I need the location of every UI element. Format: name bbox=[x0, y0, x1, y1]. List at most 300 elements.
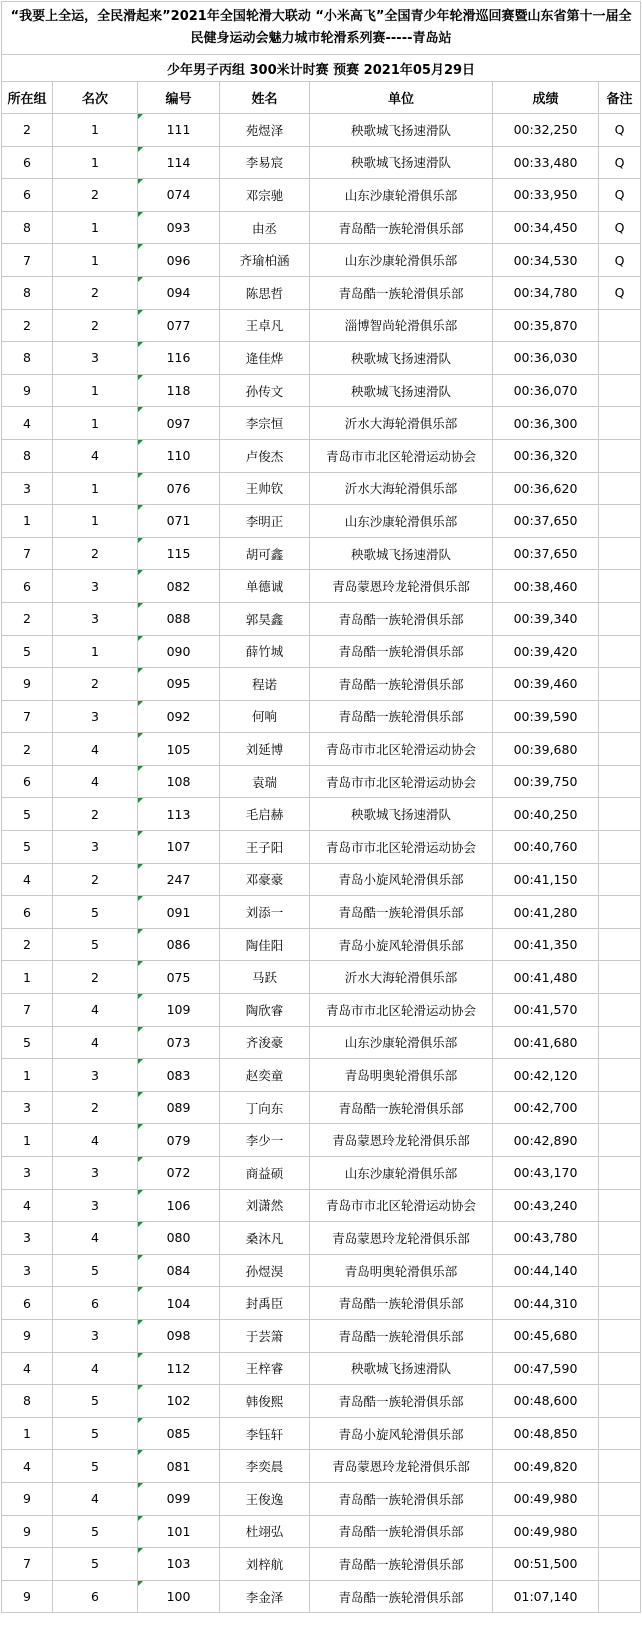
unit-cell: 秧歌城飞扬速滑队 bbox=[310, 798, 493, 831]
name-cell: 王梓睿 bbox=[220, 1352, 310, 1385]
unit-cell: 青岛酷一族轮滑俱乐部 bbox=[310, 211, 493, 244]
rank-cell: 5 bbox=[53, 1417, 138, 1450]
number-cell: 113 bbox=[138, 798, 220, 831]
note-cell bbox=[599, 831, 641, 864]
rank-cell: 4 bbox=[53, 1352, 138, 1385]
result-cell: 00:49,820 bbox=[493, 1450, 599, 1483]
rank-cell: 4 bbox=[53, 994, 138, 1027]
result-cell: 00:32,250 bbox=[493, 114, 599, 147]
note-cell: Q bbox=[599, 276, 641, 309]
table-row bbox=[2, 407, 641, 440]
number-cell: 099 bbox=[138, 1482, 220, 1515]
unit-cell: 青岛酷一族轮滑俱乐部 bbox=[310, 635, 493, 668]
unit-cell: 淄博智尚轮滑俱乐部 bbox=[310, 309, 493, 342]
header-group: 所在组 bbox=[2, 82, 53, 114]
table-row bbox=[2, 1385, 641, 1418]
unit-cell: 青岛市市北区轮滑运动协会 bbox=[310, 1189, 493, 1222]
result-cell: 00:41,570 bbox=[493, 994, 599, 1027]
result-cell: 00:36,030 bbox=[493, 342, 599, 375]
name-cell: 薛竹城 bbox=[220, 635, 310, 668]
unit-cell: 沂水大海轮滑俱乐部 bbox=[310, 407, 493, 440]
unit-cell: 青岛酷一族轮滑俱乐部 bbox=[310, 700, 493, 733]
rank-cell: 5 bbox=[53, 1254, 138, 1287]
result-cell: 00:48,850 bbox=[493, 1417, 599, 1450]
table-row bbox=[2, 1189, 641, 1222]
number-cell: 247 bbox=[138, 863, 220, 896]
number-cell: 094 bbox=[138, 276, 220, 309]
name-cell: 丁向东 bbox=[220, 1091, 310, 1124]
number-cell: 104 bbox=[138, 1287, 220, 1320]
result-cell: 00:36,300 bbox=[493, 407, 599, 440]
table-row bbox=[2, 635, 641, 668]
group-cell: 3 bbox=[2, 1157, 53, 1190]
unit-cell: 秧歌城飞扬速滑队 bbox=[310, 374, 493, 407]
group-cell: 7 bbox=[2, 537, 53, 570]
result-cell: 00:36,620 bbox=[493, 472, 599, 505]
number-cell: 097 bbox=[138, 407, 220, 440]
rank-cell: 4 bbox=[53, 733, 138, 766]
group-cell: 9 bbox=[2, 1515, 53, 1548]
group-cell: 4 bbox=[2, 863, 53, 896]
group-cell: 5 bbox=[2, 635, 53, 668]
rank-cell: 2 bbox=[53, 1091, 138, 1124]
number-cell: 074 bbox=[138, 179, 220, 212]
number-cell: 081 bbox=[138, 1450, 220, 1483]
number-cell: 072 bbox=[138, 1157, 220, 1190]
number-cell: 106 bbox=[138, 1189, 220, 1222]
group-cell: 5 bbox=[2, 1026, 53, 1059]
note-cell bbox=[599, 342, 641, 375]
name-cell: 郭昊鑫 bbox=[220, 602, 310, 635]
name-cell: 胡可鑫 bbox=[220, 537, 310, 570]
table-row bbox=[2, 1319, 641, 1352]
note-cell bbox=[599, 570, 641, 603]
name-cell: 刘延博 bbox=[220, 733, 310, 766]
number-cell: 075 bbox=[138, 961, 220, 994]
rank-cell: 4 bbox=[53, 1026, 138, 1059]
result-cell: 00:35,870 bbox=[493, 309, 599, 342]
rank-cell: 2 bbox=[53, 668, 138, 701]
group-cell: 2 bbox=[2, 928, 53, 961]
note-cell bbox=[599, 1222, 641, 1255]
result-cell: 00:33,480 bbox=[493, 146, 599, 179]
table-row bbox=[2, 1352, 641, 1385]
group-cell: 1 bbox=[2, 1417, 53, 1450]
group-cell: 6 bbox=[2, 1287, 53, 1320]
name-cell: 刘梓航 bbox=[220, 1548, 310, 1581]
number-cell: 107 bbox=[138, 831, 220, 864]
rank-cell: 2 bbox=[53, 276, 138, 309]
rank-cell: 1 bbox=[53, 114, 138, 147]
table-row bbox=[2, 276, 641, 309]
result-cell: 00:51,500 bbox=[493, 1548, 599, 1581]
note-cell bbox=[599, 472, 641, 505]
result-cell: 00:43,780 bbox=[493, 1222, 599, 1255]
group-cell: 3 bbox=[2, 1254, 53, 1287]
note-cell bbox=[599, 439, 641, 472]
rank-cell: 3 bbox=[53, 570, 138, 603]
table-row bbox=[2, 602, 641, 635]
group-cell: 6 bbox=[2, 179, 53, 212]
name-cell: 卢俊杰 bbox=[220, 439, 310, 472]
unit-cell: 沂水大海轮滑俱乐部 bbox=[310, 472, 493, 505]
result-cell: 00:36,320 bbox=[493, 439, 599, 472]
group-cell: 6 bbox=[2, 570, 53, 603]
table-row bbox=[2, 765, 641, 798]
name-cell: 商益硕 bbox=[220, 1157, 310, 1190]
name-cell: 何响 bbox=[220, 700, 310, 733]
results-table bbox=[1, 1, 641, 1613]
number-cell: 071 bbox=[138, 505, 220, 538]
note-cell bbox=[599, 733, 641, 766]
name-cell: 齐浚豪 bbox=[220, 1026, 310, 1059]
unit-cell: 青岛酷一族轮滑俱乐部 bbox=[310, 1482, 493, 1515]
number-cell: 110 bbox=[138, 439, 220, 472]
unit-cell: 青岛酷一族轮滑俱乐部 bbox=[310, 1548, 493, 1581]
name-cell: 韩俊熙 bbox=[220, 1385, 310, 1418]
result-cell: 00:39,750 bbox=[493, 765, 599, 798]
rank-cell: 3 bbox=[53, 1157, 138, 1190]
group-cell: 7 bbox=[2, 700, 53, 733]
rank-cell: 4 bbox=[53, 1124, 138, 1157]
unit-cell: 青岛明奥轮滑俱乐部 bbox=[310, 1254, 493, 1287]
number-cell: 083 bbox=[138, 1059, 220, 1092]
note-cell bbox=[599, 1059, 641, 1092]
group-cell: 6 bbox=[2, 765, 53, 798]
name-cell: 刘添一 bbox=[220, 896, 310, 929]
table-row bbox=[2, 1580, 641, 1613]
number-cell: 118 bbox=[138, 374, 220, 407]
name-cell: 陶欣睿 bbox=[220, 994, 310, 1027]
rank-cell: 3 bbox=[53, 700, 138, 733]
name-cell: 毛启赫 bbox=[220, 798, 310, 831]
unit-cell: 青岛酷一族轮滑俱乐部 bbox=[310, 1319, 493, 1352]
rank-cell: 4 bbox=[53, 439, 138, 472]
table-row bbox=[2, 1059, 641, 1092]
name-cell: 李少一 bbox=[220, 1124, 310, 1157]
table-row bbox=[2, 733, 641, 766]
unit-cell: 青岛市市北区轮滑运动协会 bbox=[310, 831, 493, 864]
unit-cell: 青岛市市北区轮滑运动协会 bbox=[310, 439, 493, 472]
number-cell: 102 bbox=[138, 1385, 220, 1418]
unit-cell: 山东沙康轮滑俱乐部 bbox=[310, 1157, 493, 1190]
note-cell bbox=[599, 700, 641, 733]
result-cell: 00:41,480 bbox=[493, 961, 599, 994]
number-cell: 111 bbox=[138, 114, 220, 147]
number-cell: 080 bbox=[138, 1222, 220, 1255]
unit-cell: 青岛酷一族轮滑俱乐部 bbox=[310, 1515, 493, 1548]
rank-cell: 3 bbox=[53, 602, 138, 635]
table-row bbox=[2, 863, 641, 896]
rank-cell: 5 bbox=[53, 1515, 138, 1548]
note-cell bbox=[599, 668, 641, 701]
result-cell: 00:44,310 bbox=[493, 1287, 599, 1320]
note-cell bbox=[599, 961, 641, 994]
group-cell: 2 bbox=[2, 733, 53, 766]
table-row bbox=[2, 146, 641, 179]
name-cell: 逄佳烨 bbox=[220, 342, 310, 375]
rank-cell: 2 bbox=[53, 309, 138, 342]
table-row bbox=[2, 1417, 641, 1450]
note-cell bbox=[599, 1482, 641, 1515]
name-cell: 李易宸 bbox=[220, 146, 310, 179]
number-cell: 101 bbox=[138, 1515, 220, 1548]
header-name: 姓名 bbox=[220, 82, 310, 114]
note-cell: Q bbox=[599, 244, 641, 277]
unit-cell: 秧歌城飞扬速滑队 bbox=[310, 537, 493, 570]
rank-cell: 5 bbox=[53, 1548, 138, 1581]
unit-cell: 秧歌城飞扬速滑队 bbox=[310, 114, 493, 147]
group-cell: 9 bbox=[2, 1482, 53, 1515]
rank-cell: 2 bbox=[53, 537, 138, 570]
note-cell bbox=[599, 1091, 641, 1124]
group-cell: 2 bbox=[2, 602, 53, 635]
table-row bbox=[2, 244, 641, 277]
rank-cell: 5 bbox=[53, 928, 138, 961]
rank-cell: 2 bbox=[53, 961, 138, 994]
number-cell: 082 bbox=[138, 570, 220, 603]
note-cell bbox=[599, 1287, 641, 1320]
rank-cell: 3 bbox=[53, 1319, 138, 1352]
table-row bbox=[2, 1157, 641, 1190]
rank-cell: 5 bbox=[53, 1385, 138, 1418]
note-cell: Q bbox=[599, 146, 641, 179]
note-cell bbox=[599, 863, 641, 896]
number-cell: 073 bbox=[138, 1026, 220, 1059]
note-cell bbox=[599, 505, 641, 538]
result-cell: 00:49,980 bbox=[493, 1515, 599, 1548]
number-cell: 092 bbox=[138, 700, 220, 733]
table-row bbox=[2, 1222, 641, 1255]
unit-cell: 青岛酷一族轮滑俱乐部 bbox=[310, 668, 493, 701]
table-row bbox=[2, 342, 641, 375]
table-row bbox=[2, 896, 641, 929]
number-cell: 098 bbox=[138, 1319, 220, 1352]
note-cell bbox=[599, 602, 641, 635]
group-cell: 9 bbox=[2, 1319, 53, 1352]
name-cell: 于芸箫 bbox=[220, 1319, 310, 1352]
note-cell bbox=[599, 1157, 641, 1190]
result-cell: 00:41,280 bbox=[493, 896, 599, 929]
table-row bbox=[2, 961, 641, 994]
name-cell: 桑沐凡 bbox=[220, 1222, 310, 1255]
number-cell: 079 bbox=[138, 1124, 220, 1157]
number-cell: 103 bbox=[138, 1548, 220, 1581]
result-cell: 00:37,650 bbox=[493, 537, 599, 570]
table-row bbox=[2, 928, 641, 961]
group-cell: 9 bbox=[2, 374, 53, 407]
name-cell: 孙传文 bbox=[220, 374, 310, 407]
result-cell: 00:48,600 bbox=[493, 1385, 599, 1418]
unit-cell: 青岛市市北区轮滑运动协会 bbox=[310, 733, 493, 766]
unit-cell: 青岛酷一族轮滑俱乐部 bbox=[310, 602, 493, 635]
unit-cell: 青岛酷一族轮滑俱乐部 bbox=[310, 1287, 493, 1320]
note-cell bbox=[599, 374, 641, 407]
page-title: “我要上全运，全民滑起来”2021年全国轮滑大联动 “小米高飞”全国青少年轮滑巡回赛暨山东省第十一届全民健身运动会魅力城市轮滑系列赛-----青岛站 bbox=[2, 2, 641, 55]
rank-cell: 2 bbox=[53, 798, 138, 831]
table-row bbox=[2, 1548, 641, 1581]
group-cell: 1 bbox=[2, 1124, 53, 1157]
unit-cell: 青岛明奥轮滑俱乐部 bbox=[310, 1059, 493, 1092]
rank-cell: 6 bbox=[53, 1580, 138, 1613]
name-cell: 杜翊弘 bbox=[220, 1515, 310, 1548]
result-cell: 00:39,460 bbox=[493, 668, 599, 701]
unit-cell: 秧歌城飞扬速滑队 bbox=[310, 342, 493, 375]
group-cell: 1 bbox=[2, 961, 53, 994]
number-cell: 090 bbox=[138, 635, 220, 668]
group-cell: 6 bbox=[2, 146, 53, 179]
group-cell: 4 bbox=[2, 1189, 53, 1222]
result-cell: 00:42,890 bbox=[493, 1124, 599, 1157]
name-cell: 王俊逸 bbox=[220, 1482, 310, 1515]
unit-cell: 青岛小旋风轮滑俱乐部 bbox=[310, 928, 493, 961]
table-row bbox=[2, 211, 641, 244]
name-cell: 苑煜泽 bbox=[220, 114, 310, 147]
unit-cell: 青岛市市北区轮滑运动协会 bbox=[310, 994, 493, 1027]
result-cell: 00:41,150 bbox=[493, 863, 599, 896]
rank-cell: 6 bbox=[53, 1287, 138, 1320]
table-row bbox=[2, 994, 641, 1027]
table-row bbox=[2, 1091, 641, 1124]
name-cell: 由丞 bbox=[220, 211, 310, 244]
group-cell: 2 bbox=[2, 309, 53, 342]
note-cell bbox=[599, 1352, 641, 1385]
rank-cell: 4 bbox=[53, 1222, 138, 1255]
note-cell bbox=[599, 1548, 641, 1581]
note-cell bbox=[599, 1254, 641, 1287]
note-cell bbox=[599, 896, 641, 929]
rank-cell: 1 bbox=[53, 244, 138, 277]
group-cell: 7 bbox=[2, 1548, 53, 1581]
group-cell: 3 bbox=[2, 1091, 53, 1124]
note-cell bbox=[599, 1124, 641, 1157]
unit-cell: 青岛蒙恩玲龙轮滑俱乐部 bbox=[310, 1450, 493, 1483]
number-cell: 088 bbox=[138, 602, 220, 635]
result-cell: 00:34,530 bbox=[493, 244, 599, 277]
result-cell: 00:36,070 bbox=[493, 374, 599, 407]
unit-cell: 青岛小旋风轮滑俱乐部 bbox=[310, 863, 493, 896]
note-cell: Q bbox=[599, 179, 641, 212]
rank-cell: 3 bbox=[53, 1059, 138, 1092]
number-cell: 116 bbox=[138, 342, 220, 375]
unit-cell: 山东沙康轮滑俱乐部 bbox=[310, 244, 493, 277]
rank-cell: 2 bbox=[53, 863, 138, 896]
name-cell: 王卓凡 bbox=[220, 309, 310, 342]
unit-cell: 青岛蒙恩玲龙轮滑俱乐部 bbox=[310, 1124, 493, 1157]
rank-cell: 5 bbox=[53, 896, 138, 929]
result-cell: 00:41,350 bbox=[493, 928, 599, 961]
note-cell bbox=[599, 309, 641, 342]
group-cell: 1 bbox=[2, 1059, 53, 1092]
rank-cell: 3 bbox=[53, 342, 138, 375]
table-row bbox=[2, 309, 641, 342]
result-cell: 00:49,980 bbox=[493, 1482, 599, 1515]
number-cell: 091 bbox=[138, 896, 220, 929]
group-cell: 3 bbox=[2, 472, 53, 505]
unit-cell: 青岛小旋风轮滑俱乐部 bbox=[310, 1417, 493, 1450]
table-row bbox=[2, 505, 641, 538]
table-row bbox=[2, 1450, 641, 1483]
unit-cell: 青岛酷一族轮滑俱乐部 bbox=[310, 276, 493, 309]
header-result: 成绩 bbox=[493, 82, 599, 114]
table-row bbox=[2, 537, 641, 570]
number-cell: 084 bbox=[138, 1254, 220, 1287]
group-cell: 5 bbox=[2, 831, 53, 864]
name-cell: 单德诚 bbox=[220, 570, 310, 603]
unit-cell: 秧歌城飞扬速滑队 bbox=[310, 1352, 493, 1385]
group-cell: 8 bbox=[2, 211, 53, 244]
name-cell: 李奕晨 bbox=[220, 1450, 310, 1483]
unit-cell: 青岛蒙恩玲龙轮滑俱乐部 bbox=[310, 570, 493, 603]
unit-cell: 青岛酷一族轮滑俱乐部 bbox=[310, 1580, 493, 1613]
number-cell: 108 bbox=[138, 765, 220, 798]
note-cell bbox=[599, 407, 641, 440]
name-cell: 王子阳 bbox=[220, 831, 310, 864]
number-cell: 095 bbox=[138, 668, 220, 701]
unit-cell: 山东沙康轮滑俱乐部 bbox=[310, 1026, 493, 1059]
table-row bbox=[2, 570, 641, 603]
result-cell: 00:42,120 bbox=[493, 1059, 599, 1092]
rank-cell: 1 bbox=[53, 635, 138, 668]
result-cell: 01:07,140 bbox=[493, 1580, 599, 1613]
name-cell: 邓豪豪 bbox=[220, 863, 310, 896]
group-cell: 5 bbox=[2, 798, 53, 831]
name-cell: 马跃 bbox=[220, 961, 310, 994]
unit-cell: 山东沙康轮滑俱乐部 bbox=[310, 179, 493, 212]
unit-cell: 青岛酷一族轮滑俱乐部 bbox=[310, 1091, 493, 1124]
number-cell: 086 bbox=[138, 928, 220, 961]
results-sheet bbox=[1, 1, 640, 1613]
rank-cell: 1 bbox=[53, 505, 138, 538]
result-cell: 00:38,460 bbox=[493, 570, 599, 603]
note-cell bbox=[599, 1417, 641, 1450]
group-cell: 8 bbox=[2, 276, 53, 309]
header-number: 编号 bbox=[138, 82, 220, 114]
name-cell: 程诺 bbox=[220, 668, 310, 701]
name-cell: 刘潇然 bbox=[220, 1189, 310, 1222]
rank-cell: 4 bbox=[53, 765, 138, 798]
result-cell: 00:39,680 bbox=[493, 733, 599, 766]
name-cell: 王帅钦 bbox=[220, 472, 310, 505]
rank-cell: 1 bbox=[53, 146, 138, 179]
table-row bbox=[2, 700, 641, 733]
note-cell bbox=[599, 1026, 641, 1059]
note-cell: Q bbox=[599, 211, 641, 244]
name-cell: 孙煜淏 bbox=[220, 1254, 310, 1287]
rank-cell: 4 bbox=[53, 1482, 138, 1515]
result-cell: 00:43,170 bbox=[493, 1157, 599, 1190]
unit-cell: 山东沙康轮滑俱乐部 bbox=[310, 505, 493, 538]
rank-cell: 3 bbox=[53, 1189, 138, 1222]
rank-cell: 1 bbox=[53, 407, 138, 440]
name-cell: 李金泽 bbox=[220, 1580, 310, 1613]
group-cell: 7 bbox=[2, 994, 53, 1027]
number-cell: 076 bbox=[138, 472, 220, 505]
result-cell: 00:43,240 bbox=[493, 1189, 599, 1222]
header-row bbox=[2, 82, 641, 114]
number-cell: 114 bbox=[138, 146, 220, 179]
group-cell: 4 bbox=[2, 1450, 53, 1483]
number-cell: 096 bbox=[138, 244, 220, 277]
name-cell: 齐瑜柏涵 bbox=[220, 244, 310, 277]
unit-cell: 青岛市市北区轮滑运动协会 bbox=[310, 765, 493, 798]
table-row bbox=[2, 114, 641, 147]
table-row bbox=[2, 831, 641, 864]
name-cell: 封禹臣 bbox=[220, 1287, 310, 1320]
number-cell: 093 bbox=[138, 211, 220, 244]
unit-cell: 青岛蒙恩玲龙轮滑俱乐部 bbox=[310, 1222, 493, 1255]
header-note: 备注 bbox=[599, 82, 641, 114]
